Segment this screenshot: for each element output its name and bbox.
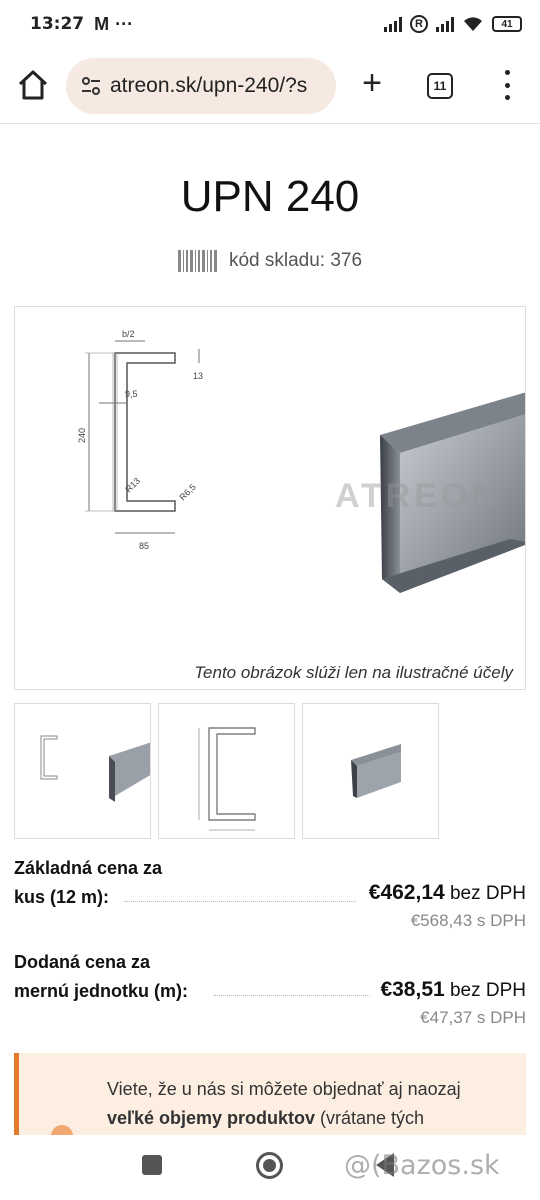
dim-inner-radius: R13	[123, 475, 143, 495]
dim-width: 85	[139, 541, 150, 551]
thumbnail-3-image	[303, 704, 439, 839]
status-time: 13:27	[30, 14, 85, 34]
tab-switcher-button[interactable]: 11	[427, 73, 453, 99]
dim-flange: 13	[193, 371, 204, 381]
gmail-icon: M	[94, 13, 110, 34]
technical-drawing	[75, 325, 295, 565]
sku-label: kód skladu: 376	[228, 250, 363, 271]
thumbnail-2[interactable]	[158, 703, 295, 839]
dim-top: b/2	[122, 329, 135, 339]
thumbnail-1-image	[15, 704, 151, 839]
barcode-icon	[178, 250, 217, 272]
bazos-watermark: @(Bazos.sk	[344, 1150, 500, 1181]
unit-price-value: €38,51 bez DPH	[380, 978, 526, 1001]
new-tab-button[interactable]: +	[362, 64, 382, 102]
base-price-section	[14, 854, 526, 930]
thumbnail-3[interactable]	[302, 703, 439, 839]
base-price-label: Základná cena za kus (12 m):	[14, 858, 163, 907]
leader-dots	[214, 995, 370, 996]
sku-row	[0, 250, 540, 272]
base-price-vat: €568,43 s DPH	[410, 911, 526, 930]
more-notifications-icon: ···	[115, 13, 134, 34]
main-product-image[interactable]	[14, 306, 526, 690]
dim-outer-radius: R6,5	[177, 481, 198, 503]
browser-menu-icon[interactable]	[500, 70, 514, 100]
wifi-icon	[462, 16, 484, 32]
product-title: UPN 240	[180, 172, 360, 221]
home-icon[interactable]	[16, 68, 50, 102]
dim-web: 9,5	[125, 389, 138, 399]
bulk-order-text: Viete, že u nás si môžete objednať aj naozaj veľké objemy produktov (vrátane tých	[107, 1079, 461, 1128]
system-navigation-bar	[0, 1135, 540, 1200]
bulk-order-highlight: veľké objemy produktov	[107, 1108, 315, 1128]
unit-price-section	[14, 948, 526, 1027]
atreon-watermark: ATREON	[335, 477, 501, 515]
signal-icon-2	[436, 16, 454, 32]
image-caption: Tento obrázok slúži len na ilustračné účely	[194, 663, 513, 682]
recent-apps-button[interactable]	[142, 1155, 162, 1175]
signal-icon	[384, 16, 402, 32]
status-bar	[0, 0, 540, 48]
site-settings-icon[interactable]	[80, 75, 102, 97]
thumbnail-2-image	[159, 704, 295, 839]
home-button[interactable]	[256, 1152, 283, 1179]
dim-height: 240	[77, 427, 87, 443]
battery-icon: 41	[492, 16, 522, 32]
bulk-order-info-box	[14, 1053, 526, 1143]
browser-toolbar	[0, 56, 540, 118]
url-text[interactable]: atreon.sk/upn-240/?s	[110, 74, 308, 97]
base-price-value: €462,14 bez DPH	[368, 881, 526, 904]
toolbar-divider	[0, 123, 540, 124]
roaming-icon: R	[410, 15, 428, 33]
leader-dots	[124, 901, 356, 902]
unit-price-vat: €47,37 s DPH	[420, 1008, 526, 1027]
address-bar[interactable]	[66, 58, 336, 114]
thumbnail-1[interactable]	[14, 703, 151, 839]
unit-price-label: Dodaná cena za mernú jednotku (m):	[14, 952, 188, 1001]
